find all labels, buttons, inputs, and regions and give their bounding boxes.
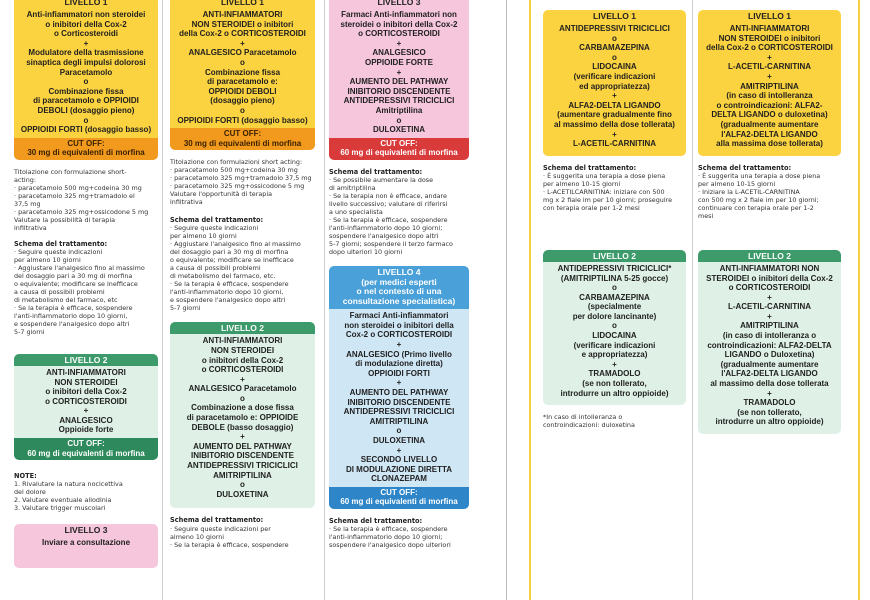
text-line: 5-7 giorni; sospendere il terzo farmaco — [329, 239, 453, 248]
column-divider — [692, 0, 693, 600]
text-line: · Seguire queste indicazioni per — [170, 524, 271, 533]
text-line: · paracetamolo 500 mg+codeina 30 mg — [170, 166, 298, 175]
level-title: LIVELLO 2 — [14, 354, 158, 366]
drug-line: AUMENTO DEL PATHWAY — [349, 77, 449, 87]
text-line: almeno 10 giorni — [170, 532, 225, 541]
drug-line: AMITRIPTILINA — [369, 416, 429, 426]
level-title: LIVELLO 1 — [698, 10, 841, 22]
drug-line: non steroidei o inibitori della — [344, 320, 454, 330]
level-title: LIVELLO 1 — [14, 0, 158, 8]
drug-line: (dosaggio pieno) — [210, 96, 275, 106]
level-3-box — [329, 0, 469, 160]
text-line: · Se la terapia è efficace, sospendere — [170, 540, 289, 549]
text-line: · Aggiustare l'analgesico fino al massimo — [14, 263, 145, 272]
drug-line: di paracetamolo e: — [207, 77, 278, 87]
or-separator: o — [612, 33, 617, 43]
text-line: continuare con terapia orale per 1-2 — [698, 203, 814, 212]
or-separator: o — [612, 52, 617, 62]
schema-title: Schema del trattamento: — [329, 167, 423, 176]
text-line: del dosaggio pari a 30 mg di morfina — [170, 248, 289, 257]
drug-line: Farmaci Anti-infiammatori non — [341, 10, 457, 19]
drug-line: NON STEROIDEI o inibitori — [191, 19, 294, 29]
text-line: · È suggerita una terapia a dose piena — [543, 171, 666, 180]
text-line: · Seguire queste indicazioni — [14, 247, 103, 256]
drug-line: TRAMADOLO — [588, 369, 641, 379]
drug-line: DELTA LIGANDO o duloxetina) — [711, 110, 828, 120]
or-separator: o — [396, 115, 402, 125]
drug-line: ANTI-INFIAMMATORI NON — [719, 263, 820, 273]
drug-line: OPPIOIDE FORTE — [364, 57, 433, 67]
drug-line: introdurre un altro oppioide) — [715, 417, 824, 427]
drug-line: (aumentare gradualmente fino — [557, 110, 672, 120]
level-title: LIVELLO 3 — [14, 524, 158, 536]
or-separator: o — [240, 393, 245, 403]
level-body — [543, 22, 686, 156]
plus-sign: + — [396, 378, 402, 388]
drug-line: ANTIDEPRESSIVI TRICICLICI* — [557, 263, 672, 273]
level-title — [329, 266, 469, 309]
text-line: infiltrativa — [170, 198, 203, 207]
drug-line: INIBITORIO DISCENDENTE — [191, 451, 294, 461]
drug-line: AMITRIPTILINA — [213, 470, 272, 480]
cut-off-band — [170, 128, 315, 150]
level-title: LIVELLO 3 — [329, 0, 469, 8]
level-body — [329, 309, 469, 487]
level-title: LIVELLO 1 — [543, 10, 686, 22]
schema-title: Schema del trattamento: — [329, 516, 423, 525]
or-separator: o — [240, 105, 245, 115]
drug-line: ANTIDEPRESSIVI TRICICLICI — [343, 96, 455, 106]
column-divider — [324, 0, 325, 600]
drug-line: (specialmente — [587, 302, 642, 312]
text-line: · Aggiustare l'analgesico fino al massimo — [170, 240, 301, 249]
level-title: LIVELLO 2 — [543, 250, 686, 262]
text-line: o equivalente; modificare se inefficace — [170, 256, 294, 265]
schema-list — [170, 224, 315, 312]
plus-sign: + — [767, 388, 772, 398]
plus-sign: + — [767, 71, 772, 81]
text-line: con 500 mg x 2 fiale im per 10 giorni; — [698, 195, 819, 204]
drug-line: ANTIDEPRESSIVI TRICICLICI — [187, 461, 298, 471]
plus-sign: + — [240, 38, 245, 48]
drug-line: ANTIDEPRESSIVI TRICICLICI — [559, 24, 670, 33]
schema-list — [329, 176, 469, 256]
drug-line: di paracetamolo e: OPPIOIDE — [186, 413, 299, 423]
drug-line: Anti-infiammatori non steroidei — [26, 10, 146, 19]
cut-off-value: 60 mg di equivalenti di morfina — [27, 448, 145, 458]
drug-line: LIDOCAINA — [592, 62, 637, 72]
drug-line: (gradualmente aumentare — [720, 119, 819, 129]
drug-line: o controindicazioni: ALFA2- — [716, 100, 823, 110]
drug-line: alla massima dose tollerata) — [716, 139, 823, 149]
drug-line: Farmaci Anti-infiammatori — [349, 311, 449, 321]
section-divider — [506, 0, 507, 600]
drug-line: NON STEROIDEI o inibitori — [718, 33, 821, 43]
drug-line: o inibitori della Cox-2 — [45, 387, 127, 397]
drug-line: o inibitori della Cox-2 — [201, 355, 284, 365]
drug-line: CLONAZEPAM — [371, 474, 427, 484]
drug-line: Combinazione a dose fissa — [191, 403, 294, 413]
plus-sign: + — [83, 38, 89, 48]
text-line: controindicazioni: duloxetina — [543, 421, 635, 430]
level-title-line: consultazione specialistica) — [342, 295, 456, 306]
drug-line: o inibitori della Cox-2 — [45, 19, 127, 29]
cut-off-band — [329, 138, 469, 160]
plus-sign: + — [240, 374, 245, 384]
column-5 — [698, 0, 841, 434]
drug-line: SECONDO LIVELLO — [360, 455, 438, 465]
level-1-box — [170, 0, 315, 150]
drug-line: e appropriatezza) — [581, 350, 648, 360]
drug-line: della Cox-2 o CORTICOSTEROIDI — [179, 29, 306, 39]
text-line: l'anti-infiammatorio dopo 10 giorni; — [329, 223, 443, 232]
drug-line: (in caso di intolleranza — [726, 91, 813, 101]
text-line: · Se la terapia è efficace, sospendere — [329, 215, 448, 224]
level-2-box — [698, 250, 841, 434]
drug-line: (gradualmente aumentare — [720, 359, 819, 369]
drug-line: OPPIOIDI FORTI — [368, 368, 430, 378]
drug-line: per dolore lancinante) — [572, 311, 657, 321]
drug-line: ANALGESICO — [372, 48, 426, 58]
plus-sign: + — [240, 432, 245, 442]
column-2 — [170, 0, 315, 549]
drug-line: o CORTICOSTEROIDI — [201, 365, 284, 375]
level-body — [698, 262, 841, 434]
or-separator: o — [240, 480, 245, 490]
plus-sign: + — [83, 406, 89, 416]
level-body — [698, 22, 841, 156]
column-4 — [543, 0, 686, 429]
text-line: · paracetamolo 325 mg+ossicodone 5 mg — [170, 182, 305, 191]
text-line: infiltrativa — [14, 223, 47, 232]
level-body: Inviare a consultazione — [14, 536, 158, 568]
level-1-box — [543, 10, 686, 156]
note-line: 1. Rivalutare la natura nocicettiva — [14, 480, 123, 489]
drug-line: OPPIOIDI FORTI (dosaggio basso) — [177, 115, 308, 125]
cut-off-label: CUT OFF: — [223, 129, 262, 139]
text-line: di amitriptilina — [329, 183, 376, 192]
schema-title: Schema del trattamento: — [170, 216, 264, 225]
text-line: l'anti-infiammatorio dopo 10 giorni; — [329, 533, 443, 542]
drug-line: TRAMADOLO — [743, 398, 796, 408]
frame-border-right — [858, 0, 860, 600]
schema-list — [170, 525, 315, 549]
text-line: e sospendere l'analgesico dopo altri — [170, 296, 286, 305]
drug-line: DULOXETINA — [216, 489, 269, 499]
drug-line: o CORTICOSTEROIDI — [728, 283, 811, 293]
drug-line: NON STEROIDEI — [210, 345, 275, 355]
text-line: · L-ACETILCARNITINA: iniziare con 500 — [543, 187, 665, 196]
cut-off-band — [14, 438, 158, 460]
cut-off-value: 30 mg di equivalenti di morfina — [27, 148, 145, 158]
drug-line: l'ALFA2-DELTA LIGANDO — [721, 129, 818, 139]
text-line: Valutare l'opportunità di terapia — [170, 190, 273, 199]
text-line: con terapia orale per 1-2 mesi — [543, 203, 640, 212]
cut-off-value: 30 mg di equivalenti di morfina — [183, 138, 302, 148]
drug-line: ANTI-INFIAMMATORI — [202, 10, 283, 19]
drug-line: AUMENTO DEL PATHWAY — [349, 388, 449, 398]
plus-sign: + — [396, 340, 402, 350]
drug-line: AMITRIPTILINA — [740, 81, 799, 91]
level-2-box — [170, 322, 315, 508]
text-line: Valutare la possibilità di terapia — [14, 215, 116, 224]
cut-off-label: CUT OFF: — [67, 439, 105, 449]
text-line: · Se la terapia è efficace, sospendere — [14, 303, 133, 312]
text-line: mesi — [698, 211, 714, 220]
text-line: per almeno 10-15 giorni — [698, 179, 776, 188]
notes-title: NOTE: — [14, 472, 37, 481]
level-body — [14, 366, 158, 438]
text-line: mg x 2 fiale im per 10 giorni; proseguire — [543, 195, 673, 204]
drug-line: o CORTICOSTEROIDI — [358, 29, 440, 39]
drug-line: Amitriptilina — [375, 105, 423, 115]
drug-line: ANALGESICO Paracetamolo — [188, 48, 297, 58]
drug-line: CARBAMAZEPINA — [579, 43, 650, 53]
text-line: Titolazione con formulazioni short acting: — [170, 158, 303, 167]
drug-line: Paracetamolo — [59, 67, 113, 77]
level-body — [14, 8, 158, 138]
drug-line: della Cox-2 o CORTICOSTEROIDI — [706, 43, 833, 53]
drug-line: ANTI-INFIAMMATORI — [202, 336, 283, 346]
level-title: LIVELLO 2 — [170, 322, 315, 334]
drug-line: ANTI-INFIAMMATORI — [46, 367, 126, 377]
drug-line: AUMENTO DEL PATHWAY — [193, 441, 292, 451]
text-line: · Se possibile aumentare la dose — [329, 175, 434, 184]
text-line: a causa di possibili problemi — [170, 264, 261, 273]
text-line: 5-7 giorni — [170, 304, 201, 313]
drug-line: L-ACETIL-CARNITINA — [727, 62, 812, 72]
drug-line: ANALGESICO Paracetamolo — [188, 384, 297, 394]
schema-title: Schema del trattamento: — [170, 516, 264, 525]
titration-note — [14, 168, 158, 232]
schema-list — [543, 172, 686, 212]
plus-sign: + — [767, 311, 772, 321]
text-line: di metabolismo del farmaco, etc — [14, 295, 118, 304]
text-line: acting: — [14, 175, 36, 184]
drug-line: DULOXETINA — [373, 436, 425, 446]
level-body — [170, 8, 315, 128]
level-title-line: LIVELLO 4 — [377, 266, 421, 277]
level-title: LIVELLO 2 — [698, 250, 841, 262]
schema-title: Schema del trattamento: — [14, 239, 108, 248]
text-line: 5-7 giorni — [14, 327, 45, 336]
plus-sign: + — [767, 292, 772, 302]
level-title: LIVELLO 1 — [170, 0, 315, 8]
drug-line: NON STEROIDEI — [54, 377, 118, 387]
drug-line: ALFA2-DELTA LIGANDO — [568, 100, 661, 110]
schema-list — [14, 248, 158, 336]
schema-list — [698, 172, 841, 220]
drug-line: Combinazione fissa — [204, 67, 281, 77]
drug-line: ed appropriatezza) — [579, 81, 650, 91]
drug-line: al massimo della dose tollerata — [710, 379, 829, 389]
text-line: per almeno 10 giorni — [170, 232, 237, 241]
text-line: di metabolismo del farmaco, etc. — [170, 272, 276, 281]
text-line: · Seguire queste indicazioni — [170, 224, 259, 233]
note-line: del dolore — [14, 488, 46, 497]
text-line: per almeno 10 giorni — [14, 255, 81, 264]
text-line: sospendere l'analgesico dopo ulteriori — [329, 541, 451, 550]
drug-line: di modulazione diretta) — [355, 359, 443, 369]
cut-off-band — [329, 487, 469, 509]
drug-line: STEROIDEI o inibitori della Cox-2 — [706, 273, 833, 283]
or-separator: o — [612, 321, 617, 331]
plus-sign: + — [396, 445, 402, 455]
text-line: a uno specialista — [329, 207, 383, 216]
level-title-line: o nel contesto di una — [356, 286, 442, 297]
drug-line: DEBOLE (basso dosaggio) — [191, 422, 294, 432]
text-line: dopo ulteriori 10 giorni — [329, 247, 403, 256]
note-line: 2. Valutare eventuale allodinia — [14, 496, 112, 505]
drug-line: LIDOCAINA — [592, 331, 637, 341]
drug-line: DULOXETINA — [373, 125, 425, 135]
or-separator: o — [83, 115, 89, 125]
drug-line: introdurre un altro oppioide) — [560, 388, 669, 398]
plus-sign: + — [612, 359, 617, 369]
text-line: o equivalente; modificare se inefficace — [14, 279, 138, 288]
cut-off-value: 60 mg di equivalenti di morfina — [340, 497, 458, 507]
note-line: 3. Valutare trigger muscolari — [14, 504, 106, 513]
frame-border-left — [529, 0, 531, 600]
drug-line: L-ACETIL-CARNITINA — [572, 139, 657, 149]
drug-line: AMITRIPTILINA — [740, 321, 799, 331]
text-line: a causa di possibili problemi — [14, 287, 105, 296]
drug-line: DI MODULAZIONE DIRETTA — [345, 464, 453, 474]
drug-line: Oppioide forte — [58, 425, 114, 435]
drug-line: (in caso di intolleranza o — [722, 331, 817, 341]
text-line: l'anti-infiammatorio dopo 10 giorni, — [170, 288, 284, 297]
text-line: per almeno 10-15 giorni — [543, 179, 621, 188]
drug-line: Combinazione fissa — [48, 86, 124, 96]
text-line: · Se la terapia è efficace, sospendere — [170, 280, 289, 289]
text-line: · paracetamolo 500 mg+codeina 30 mg — [14, 183, 142, 192]
cut-off-label: CUT OFF: — [380, 487, 418, 497]
text-line: · Se la terapia è efficace, sospendere — [329, 525, 448, 534]
text-line: 37,5 mg — [14, 199, 41, 208]
drug-line: ANTI-INFIAMMATORI — [729, 24, 810, 33]
level-body — [329, 8, 469, 138]
drug-line: (AMITRIPTILINA 5-25 gocce) — [560, 273, 669, 283]
drug-line: (verificare indicazioni — [573, 71, 656, 81]
level-1-box — [14, 0, 158, 160]
drug-line: INIBITORIO DISCENDENTE — [347, 86, 451, 96]
drug-line: (verificare indicazioni — [573, 340, 656, 350]
text-line: del dosaggio pari a 30 mg di morfina — [14, 271, 133, 280]
drug-line: ANALGESICO (Primo livello — [346, 349, 452, 359]
drug-line: CARBAMAZEPINA — [579, 292, 650, 302]
drug-line: Modulatore della trasmissione — [28, 48, 144, 58]
schema-title: Schema del trattamento: — [543, 163, 637, 172]
drug-line: ANALGESICO — [59, 415, 113, 425]
text-line: e sospendere l'analgesico dopo altri — [14, 319, 130, 328]
drug-line: di paracetamolo e OPPIOIDI — [33, 96, 139, 106]
drug-line: DEBOLI (dosaggio pieno) — [37, 105, 135, 115]
text-line: Titolazione con formulazione short- — [14, 167, 127, 176]
or-separator: o — [612, 283, 617, 293]
level-body — [543, 262, 686, 405]
text-line: · È suggerita una terapia a dose piena — [698, 171, 821, 180]
column-divider — [162, 0, 163, 600]
text-line: · Iniziare la L-ACETIL-CARNITINA — [698, 187, 800, 196]
plus-sign: + — [767, 52, 772, 62]
level-1-box — [698, 10, 841, 156]
drug-line: INIBITORIO DISCENDENTE — [347, 397, 451, 407]
schema-list — [329, 525, 469, 549]
plus-sign: + — [612, 91, 617, 101]
level-body — [170, 334, 315, 508]
drug-line: ANTIDEPRESSIVI TRICICLICI — [343, 407, 455, 417]
level-2-box — [14, 354, 158, 460]
text-line: · paracetamolo 325 mg+tramadolo el — [14, 191, 135, 200]
drug-line: (se non tollerato, — [582, 379, 647, 389]
drug-line: Cox-2 o CORTICOSTEROIDI — [345, 330, 453, 340]
drug-line: o CORTICOSTEROIDI — [45, 396, 127, 406]
short-acting-note — [170, 158, 315, 206]
text-line: livello successivo; valutare di riferirsi — [329, 199, 448, 208]
drug-line: L-ACETIL-CARNITINA — [727, 302, 812, 312]
drug-line: o Corticosteroidi — [53, 29, 118, 39]
level-title-line: (per medici esperti — [361, 276, 437, 287]
plus-sign: + — [396, 67, 402, 77]
schema-title: Schema del trattamento: — [698, 163, 792, 172]
cut-off-label: CUT OFF: — [67, 138, 105, 148]
drug-line: sinaptica degli impulsi dolorosi — [26, 57, 146, 67]
level-2-box — [543, 250, 686, 405]
drug-line: steroidei o inibitori della Cox-2 — [340, 19, 458, 29]
text-line: · paracetamolo 325 mg+tramadolo 37,5 mg — [170, 174, 312, 183]
drug-line: LIGANDO o Duloxetina) — [724, 350, 815, 360]
notes-list — [14, 480, 158, 512]
drug-line: (se non tollerato, — [737, 407, 802, 417]
drug-line: controindicazioni: ALFA2-DELTA — [707, 340, 832, 350]
or-separator: o — [240, 57, 245, 67]
cut-off-band — [14, 138, 158, 160]
cut-off-value: 60 mg di equivalenti di morfina — [340, 148, 458, 158]
drug-line: OPPIOIDI FORTI (dosaggio basso) — [20, 125, 152, 135]
text-line: *In caso di intolleranza o — [543, 413, 623, 422]
text-line: l'anti-infiammatorio dopo 10 giorni, — [14, 311, 128, 320]
drug-line: al massimo della dose tollerata) — [554, 119, 675, 129]
column-3 — [329, 0, 469, 549]
or-separator: o — [396, 426, 402, 436]
plus-sign: + — [396, 38, 402, 48]
text-line: sospendere l'analgesico dopo altri — [329, 231, 439, 240]
level-4-box — [329, 266, 469, 509]
text-line: · Se la terapia non è efficace, andare — [329, 191, 447, 200]
or-separator: o — [83, 77, 89, 87]
plus-sign: + — [612, 129, 617, 139]
drug-line: l'ALFA2-DELTA LIGANDO — [721, 369, 818, 379]
text-line: · paracetamolo 325 mg+ossicodone 5 mg — [14, 207, 149, 216]
footnote — [543, 413, 686, 429]
level-3-box — [14, 524, 158, 568]
cut-off-label: CUT OFF: — [380, 138, 418, 148]
column-1 — [14, 0, 158, 568]
drug-line: OPPIOIDI DEBOLI — [208, 86, 277, 96]
